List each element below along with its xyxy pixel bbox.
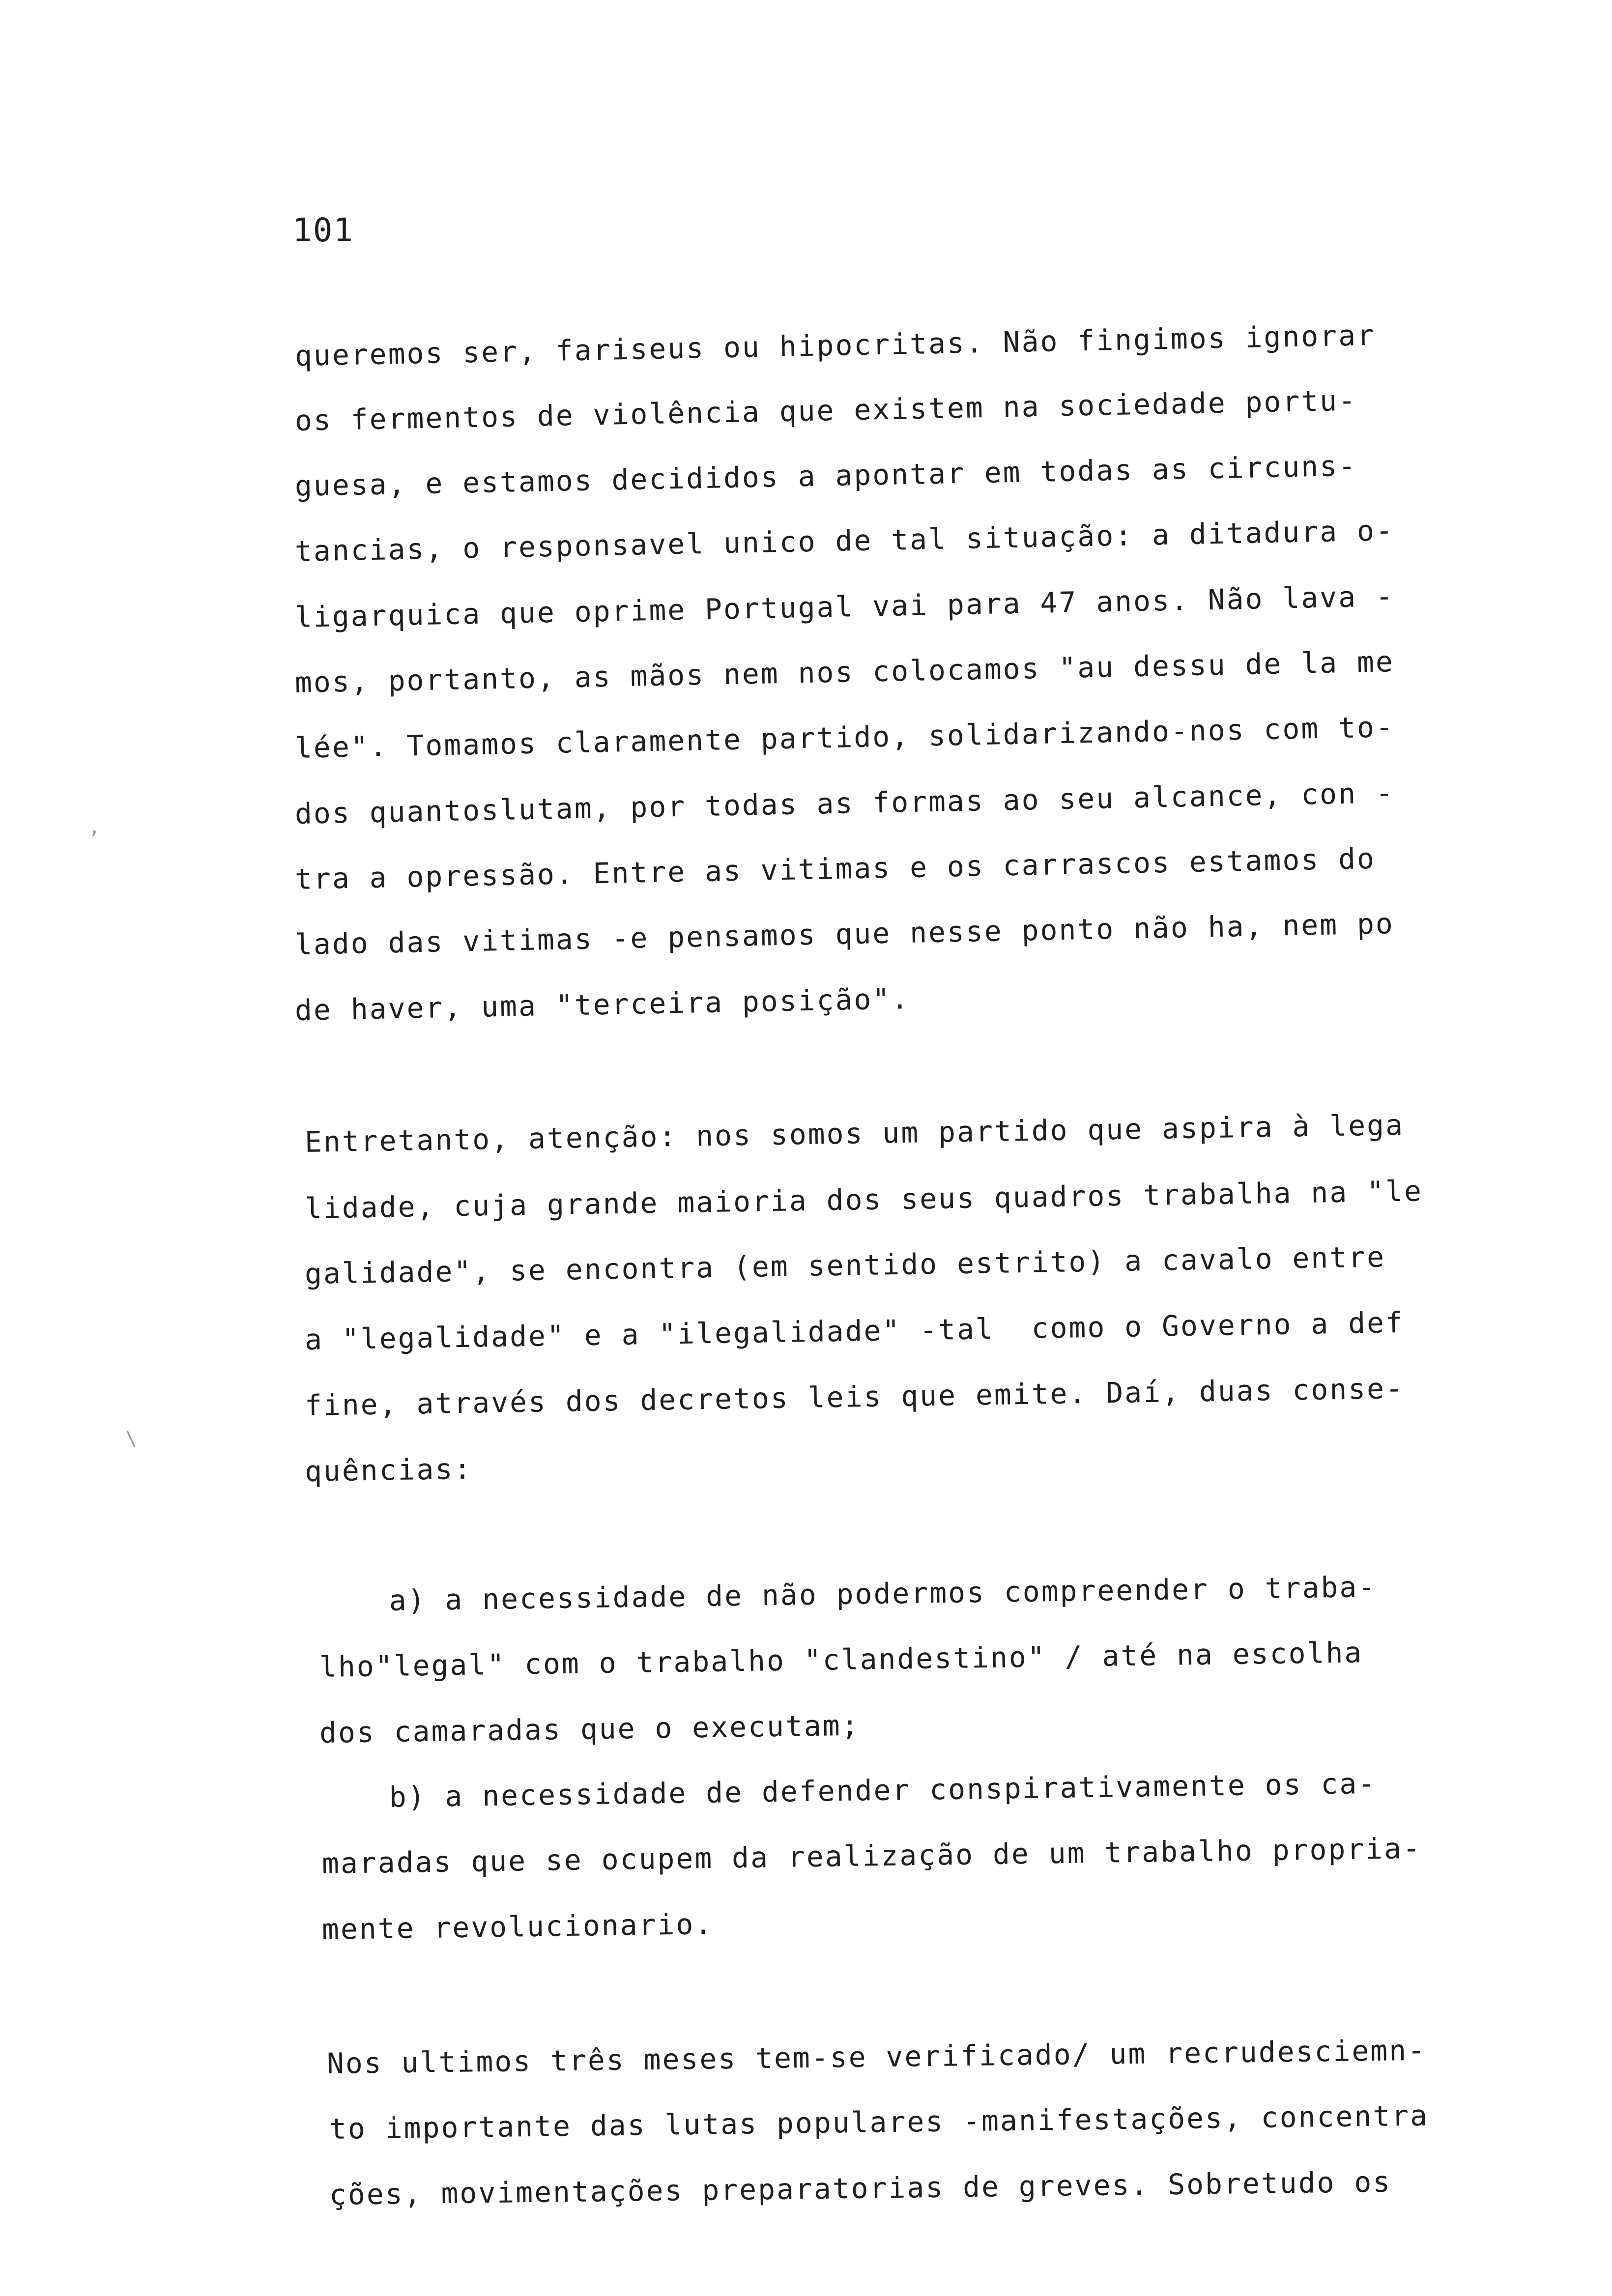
text-line: lho"legal" com o trabalho "clandestino" / até na escolha bbox=[319, 1636, 1363, 1684]
text-line: de haver, uma "terceira posição". bbox=[294, 981, 910, 1027]
text-line: b) a necessidade de defender conspirativamente os ca- bbox=[314, 1766, 1377, 1815]
text-line: lado das vitimas -e pensamos que nesse ponto não ha, nem po bbox=[294, 907, 1395, 961]
text-line: quências: bbox=[304, 1452, 473, 1488]
text-line: a "legalidade" e a "ilegalidade" -tal como o Governo a def bbox=[304, 1305, 1405, 1356]
text-line: mente revolucionario. bbox=[321, 1907, 714, 1946]
text-line: dos camaradas que o executam; bbox=[319, 1708, 861, 1750]
text-line: ções, movimentações preparatorias de greves. Sobretudo os bbox=[329, 2165, 1392, 2211]
scan-mark: \ bbox=[125, 1428, 138, 1450]
text-line: fine, através dos decretos leis que emite. Daí, duas conse- bbox=[304, 1371, 1405, 1422]
text-line: maradas que se ocupem da realização de um trabalho propria- bbox=[321, 1831, 1422, 1880]
text-line: Nos ultimos três meses tem-se verificado/ um recrudesciemn- bbox=[326, 2033, 1427, 2080]
text-line: tra a opressão. Entre as vitimas e os carrascos estamos do bbox=[294, 841, 1376, 896]
text-line: Entretanto, atenção: nos somos um partido que aspira à lega bbox=[304, 1108, 1405, 1159]
text-line: a) a necessidade de não podermos compreender o traba- bbox=[314, 1570, 1377, 1618]
text-line: guesa, e estamos decididos a apontar em todas as circuns- bbox=[294, 449, 1357, 503]
page-number: 101 bbox=[292, 211, 354, 249]
text-line: lée". Tomamos claramente partido, solidarizando-nos com to- bbox=[294, 710, 1395, 765]
text-line: dos quantoslutam, por todas as formas ao seu alcance, con - bbox=[294, 776, 1395, 831]
text-line: tancias, o responsavel unico de tal situação: a ditadura o- bbox=[294, 514, 1395, 568]
text-line: os fermentos de violência que existem na sociedade portu- bbox=[294, 383, 1357, 437]
text-line: queremos ser, fariseus ou hipocritas. Não fingimos ignorar bbox=[294, 318, 1376, 373]
text-line: mos, portanto, as mãos nem nos colocamos "au dessu de la me bbox=[294, 645, 1395, 699]
text-line: ligarquica que oprime Portugal vai para 47 anos. Não lava - bbox=[294, 579, 1395, 634]
text-line: galidade", se encontra (em sentido estrito) a cavalo entre bbox=[304, 1240, 1386, 1291]
scan-mark: , bbox=[88, 816, 101, 838]
text-line: lidade, cuja grande maioria dos seus quadros trabalha na "le bbox=[304, 1174, 1423, 1225]
text-line: to importante das lutas populares -manifestações, concentra bbox=[329, 2098, 1429, 2146]
